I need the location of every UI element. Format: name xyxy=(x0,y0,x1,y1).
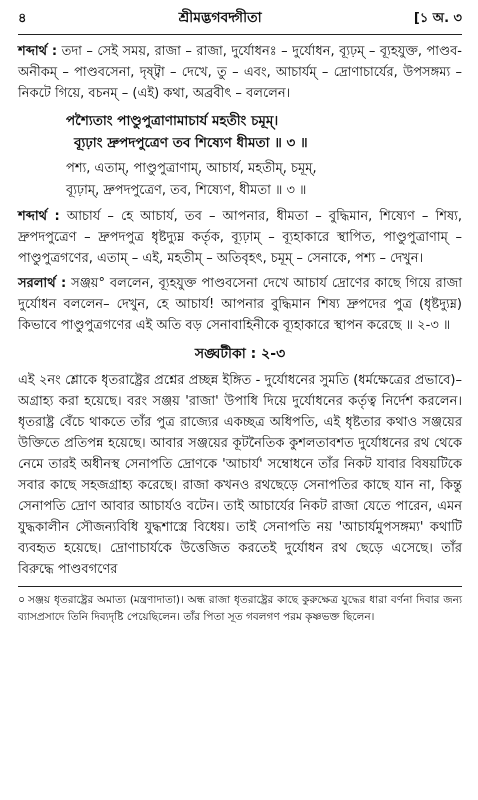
word-meaning-label: শব্দার্থ : xyxy=(18,44,58,59)
commentary-heading: সঙ্ঘটীকা : ২-৩ xyxy=(194,346,286,362)
page-header xyxy=(18,6,462,30)
shloka-line-2: ব্যূঢ়াং দ্রুপদপুত্রেণ তব শিষ্যেণ ধীমতা ॥ ৩ ॥ xyxy=(74,135,308,151)
page-number: ৪ xyxy=(18,11,27,26)
word-meaning-label: শব্দার্থ : xyxy=(18,209,60,224)
commentary-paragraph: এই ২নং শ্লোকে ধৃতরাষ্ট্রের প্রশ্নের প্রচ্ছন্ন ইঙ্গিত - দুর্যোধনের সুমতি (ধর্মক্ষেত্রের প্রভাবে)– অগ্রাহ্য করা হয়েছে। বরং সঞ্জয় 'রাজা' উপাধি দিয়ে দুর্যোধনের কর্তৃত্ব নির্দেশ করলেন। ধৃতরাষ্ট্র বেঁচে থাকতে তাঁর পুত্র রাজ্যের একচ্ছত্র অধিপতি, এই ধৃষ্টতার কথাও সঞ্জয়ের উক্তিতে প্রতিপন্ন হয়েছে। আবার সঞ্জয়ের কূটনৈতিক কুশলতাবশত দুর্যোধনের রথ থেকে নেমে তারই অধীনস্থ সেনাপতি দ্রোণকে 'আচার্য' সম্বোধনে তাঁর নিকট যাবার বিষয়টিকে সবার কাছে সহজগ্রাহ্য করেছে। রাজা কখনও রথছেড়ে সেনাপতির কাছে যান না, কিন্তু সেনাপতি দ্রোণ আবার আচার্যও বটেন। তাই আচার্যের নিকট রাজা যেতে পারেন, এমন যুদ্ধকালীন সৌজন্যবিধি যুদ্ধশাস্ত্রে বিধেয়। তাই সেনাপতি নয় 'আচার্যমুপসঙ্গম্য' কথাটি ব্যবহৃত হয়েছে। দ্রোণাচার্যকে উত্তেজিত করতেই দুর্যোধন রথ ছেড়ে এসেছে। তাঁর বিরুদ্ধে পাণ্ডবগণের xyxy=(18,373,462,577)
word-meaning-text: তদা – সেই সময়, রাজা – রাজা, দুর্যোধনঃ – দুর্যোধন, ব্যূঢ়ম্ – ব্যূহযুক্ত, পাণ্ডব-অনীকম্ – পাণ্ডবসেনা, দৃষ্ট্বা – দেখে, তু – এবং, আচার্যম্ – দ্রোণাচার্যের, উপসঙ্গম্য – নিকটে গিয়ে, বচনম্ – (এই) কথা, অব্রবীৎ – বললেন। xyxy=(18,44,462,101)
footnote-text: সঞ্জয় ধৃতরাষ্ট্রের অমাত্য (মন্ত্রণাদাতা)। অন্ধ রাজা ধৃতরাষ্ট্রের কাছে কুরুক্ষেত্র যুদ্ধের ধারা বর্ণনা দিবার জন্য ব্যাসপ্রসাদে তিনি দিব্যদৃষ্টি পেয়েছিলেন। তাঁর পিতা সূত গবলগণ পরম কৃষ্ণভক্ত ছিলেন। xyxy=(18,594,462,623)
simple-meaning-text: সঞ্জয়° বললেন, ব্যূহযুক্ত পাণ্ডবসেনা দেখে আচার্য দ্রোণের কাছে গিয়ে রাজা দুর্যোধন বললেন– দেখুন, হে আচার্য! আপনার বুদ্ধিমান শিষ্য দ্রুপদের পুত্র (ধৃষ্টদ্যুম্ন) কিভাবে পাণ্ডুপুত্রগণের এই অতি বড় সেনাবাহিনীকে ব্যূহাকারে স্থাপন করেছে ॥ ২-৩ ॥ xyxy=(18,276,462,333)
pada-line-2: ব্যূঢ়াম্, দ্রুপদপুত্রেণ, তব, শিষ্যেণ, ধীমতা ॥ ৩ ॥ xyxy=(66,183,307,198)
simple-meaning-label: সরলার্থ : xyxy=(18,276,67,291)
pada-line-1: পশ্য, এতাম্, পাণ্ডুপুত্রাণাম্, আচার্য, মহতীম্, চমূম্, xyxy=(66,161,317,176)
footnote-rule xyxy=(18,586,462,587)
word-meaning-paragraph-2 xyxy=(18,206,462,269)
chapter-reference: [১ অ. ৩ xyxy=(413,11,462,26)
header-rule xyxy=(18,34,462,35)
footnote xyxy=(18,591,462,626)
word-meaning-text: আচার্য – হে আচার্য, তব – আপনার, ধীমতা – বুদ্ধিমান, শিষ্যেণ – শিষ্য, দ্রুপদপুত্রেণ – দ্রুপদপুত্র ধৃষ্টদ্যুম্ন কর্তৃক, ব্যূঢ়াম্ – ব্যূহাকারে স্থাপিত, পাণ্ডুপুত্রাণাম্ – পাণ্ডুপুত্রগণের, এতাম্ – এই, মহতীম্ – অতিবৃহৎ, চমূম্ – সেনাকে, পশ্য – দেখুন। xyxy=(18,209,463,266)
simple-meaning-paragraph xyxy=(18,273,462,336)
pada-split xyxy=(18,158,462,202)
word-meaning-paragraph-1 xyxy=(18,41,462,104)
shloka-verse xyxy=(18,110,462,154)
footnote-mark: ০ xyxy=(18,593,26,606)
book-title: শ্রীমদ্ভগবদ্গীতা xyxy=(178,10,262,26)
shloka-line-1: পশ্যৈতাং পাণ্ডুপুত্রাণামাচার্য মহতীং চমূম্। xyxy=(66,113,279,129)
